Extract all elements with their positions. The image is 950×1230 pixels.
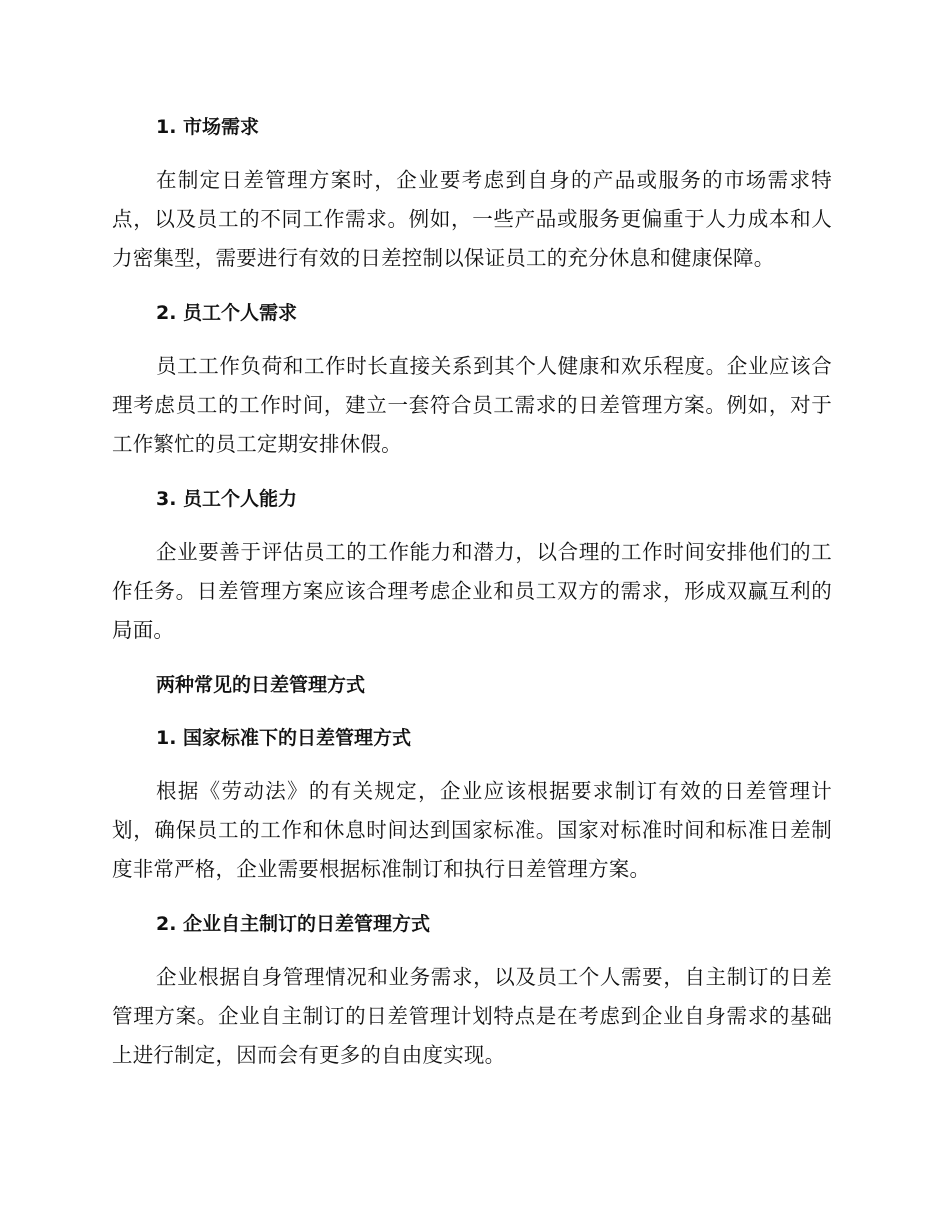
para-national-standard: 根据《劳动法》的有关规定，企业应该根据要求制订有效的日差管理计划，确保员工的工作和休息时间达到国家标准。国家对标准时间和标准日差制度非常严格，企业需要根据标准制订和执行日差管理方案。 [112, 779, 832, 881]
heading-national-standard: 1. 国家标准下的日差管理方式 [156, 727, 412, 749]
para-employee-ability: 企业要善于评估员工的工作能力和潜力，以合理的工作时间安排他们的工作任务。日差管理方案应该合理考虑企业和员工双方的需求，形成双赢互利的局面。 [112, 540, 832, 642]
para-market-demand: 在制定日差管理方案时，企业要考虑到自身的产品或服务的市场需求特点，以及员工的不同工作需求。例如，一些产品或服务更偏重于人力成本和人力密集型，需要进行有效的日差控制以保证员工的充分休息和健康保障。 [112, 168, 832, 270]
heading-employee-needs: 2. 员工个人需求 [156, 302, 298, 324]
heading-self-developed: 2. 企业自主制订的日差管理方式 [156, 913, 431, 935]
document-page [112, 108, 832, 1091]
heading-two-methods: 两种常见的日差管理方式 [156, 674, 366, 696]
para-self-developed: 企业根据自身管理情况和业务需求，以及员工个人需要，自主制订的日差管理方案。企业自主制订的日差管理计划特点是在考虑到企业自身需求的基础上进行制定，因而会有更多的自由度实现。 [112, 965, 832, 1067]
para-employee-needs: 员工工作负荷和工作时长直接关系到其个人健康和欢乐程度。企业应该合理考虑员工的工作时间，建立一套符合员工需求的日差管理方案。例如，对于工作繁忙的员工定期安排休假。 [112, 354, 832, 456]
heading-market-demand: 1. 市场需求 [156, 116, 260, 138]
heading-employee-ability: 3. 员工个人能力 [156, 488, 298, 510]
